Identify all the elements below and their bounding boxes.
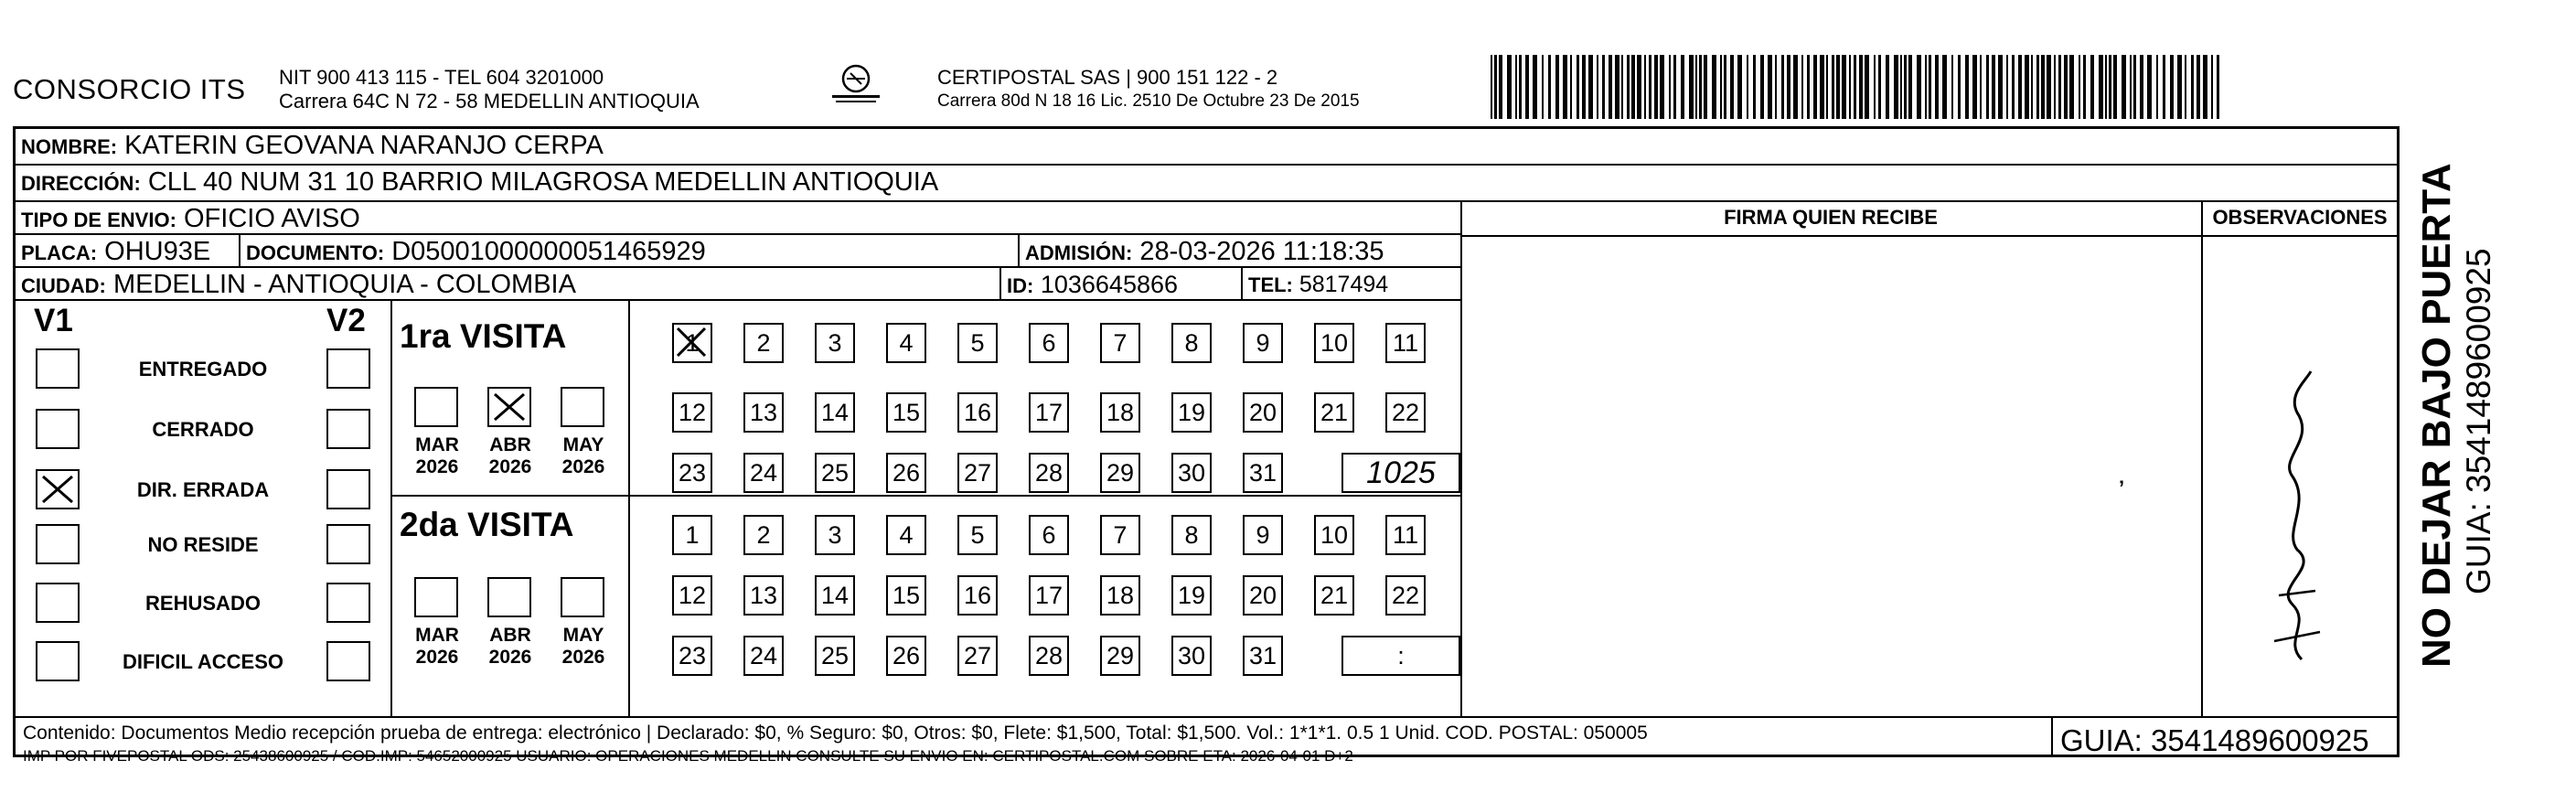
visit2-title: 2da VISITA: [400, 506, 574, 543]
v2-checkbox[interactable]: [326, 524, 370, 564]
day-box[interactable]: 3: [815, 323, 855, 363]
day-box[interactable]: 22: [1385, 575, 1426, 616]
day-box[interactable]: 28: [1029, 636, 1069, 676]
tipo-label: TIPO DE ENVIO:: [21, 209, 176, 231]
nombre-value: KATERIN GEOVANA NARANJO CERPA: [124, 131, 604, 160]
v1-checkbox[interactable]: [36, 524, 80, 564]
day-box[interactable]: 24: [743, 636, 784, 676]
day-box[interactable]: 12: [672, 575, 712, 616]
month-checkbox[interactable]: [487, 387, 531, 427]
footer-contenido: Contenido: Documentos Medio recepción prueba de entrega: electrónico | Declarado: $0, % Seguro: $0, Otros: $0, Flete: $1,500, Total: $1,500. Vol.: 1*1*1. 0.5 1 Unid. COD. POSTAL: 050005: [23, 723, 1648, 744]
day-box[interactable]: 3: [815, 515, 855, 555]
documento-cell: [246, 235, 706, 270]
side-guia-text: GUIA: 3541489600925: [2460, 248, 2497, 594]
tel-label: TEL:: [1248, 273, 1293, 296]
day-box[interactable]: 29: [1100, 636, 1140, 676]
stray-mark: ’: [2119, 476, 2125, 499]
day-box[interactable]: 18: [1100, 392, 1140, 433]
footer-guia: GUIA: 3541489600925: [2060, 723, 2369, 757]
day-box[interactable]: 23: [672, 453, 712, 493]
row-direccion: [16, 166, 2397, 202]
month-label: [478, 625, 542, 669]
day-box[interactable]: 19: [1171, 392, 1212, 433]
v2-checkbox[interactable]: [326, 348, 370, 389]
status-label: NO RESIDE: [147, 533, 259, 556]
day-box[interactable]: 10: [1314, 515, 1354, 555]
id-cell: [1007, 268, 1178, 303]
day-box[interactable]: 15: [886, 575, 926, 616]
id-label: ID:: [1007, 274, 1034, 297]
no-dejar-text: NO DEJAR BAJO PUERTA: [2414, 163, 2459, 668]
documento-value: D05001000000051465929: [391, 237, 706, 266]
month-name: ABR: [489, 625, 531, 646]
day-box[interactable]: 14: [815, 392, 855, 433]
day-box[interactable]: 5: [957, 323, 998, 363]
day-box[interactable]: 26: [886, 453, 926, 493]
row-ciudad: [16, 268, 1460, 301]
day-box[interactable]: 24: [743, 453, 784, 493]
day-box[interactable]: 27: [957, 453, 998, 493]
month-name: MAR: [415, 625, 459, 646]
direccion-label: DIRECCIÓN:: [21, 172, 141, 195]
month-checkbox[interactable]: [414, 387, 458, 427]
footer-imp: IMP POR FIVEPOSTAL ODS: 25438600925 / COD.IMP: 54652000925 USUARIO: OPERACIONES MEDELLIN CONSULTE SU ENVIO EN: CERTIPOSTAL.COM SOBRE ETA: 2026-04-01 D+2: [23, 747, 1353, 765]
day-box[interactable]: 2: [743, 323, 784, 363]
day-box[interactable]: 21: [1314, 392, 1354, 433]
status-label: DIFICIL ACCESO: [122, 650, 283, 673]
v1-checkbox[interactable]: [36, 348, 80, 389]
day-box[interactable]: 11: [1385, 515, 1426, 555]
day-box[interactable]: 4: [886, 515, 926, 555]
v2-checkbox[interactable]: [326, 641, 370, 681]
status-label: ENTREGADO: [138, 358, 268, 380]
month-name: MAR: [415, 434, 459, 455]
day-box[interactable]: 31: [1243, 636, 1283, 676]
day-box[interactable]: 20: [1243, 392, 1283, 433]
certipostal-info: [937, 66, 1360, 113]
month-checkbox[interactable]: [561, 577, 604, 617]
day-box[interactable]: 12: [672, 392, 712, 433]
month-checkbox[interactable]: [487, 577, 531, 617]
day-box[interactable]: 2: [743, 515, 784, 555]
day-box[interactable]: 28: [1029, 453, 1069, 493]
month-year: 2026: [488, 456, 532, 477]
month-checkbox[interactable]: [414, 577, 458, 617]
handwritten-signature: [2247, 367, 2338, 673]
day-box[interactable]: 4: [886, 323, 926, 363]
month-checkbox[interactable]: [561, 387, 604, 427]
day-box[interactable]: 11: [1385, 323, 1426, 363]
ciudad-label: CIUDAD:: [21, 274, 106, 297]
tel-value: 5817494: [1299, 272, 1389, 297]
nombre-label: NOMBRE:: [21, 135, 118, 158]
day-box[interactable]: 16: [957, 575, 998, 616]
day-box[interactable]: 7: [1100, 323, 1140, 363]
barcode: [1491, 55, 2222, 119]
firma-label: FIRMA QUIEN RECIBE: [1724, 206, 1938, 229]
month-label: [478, 434, 542, 478]
certipostal-name: CERTIPOSTAL SAS | 900 151 122 - 2: [937, 66, 1278, 89]
id-value: 1036645866: [1040, 271, 1179, 298]
month-year: 2026: [415, 456, 459, 477]
month-label: [551, 434, 615, 478]
placa-value: OHU93E: [104, 237, 211, 266]
day-box[interactable]: 1: [672, 515, 712, 555]
company-name: CONSORCIO ITS: [13, 73, 246, 105]
day-box[interactable]: 14: [815, 575, 855, 616]
day-box[interactable]: 19: [1171, 575, 1212, 616]
v2-checkbox[interactable]: [326, 469, 370, 509]
day-box[interactable]: 6: [1029, 515, 1069, 555]
month-year: 2026: [561, 647, 605, 668]
placa-label: PLACA:: [21, 241, 98, 264]
day-box[interactable]: 10: [1314, 323, 1354, 363]
month-label: [405, 434, 469, 478]
day-box[interactable]: 15: [886, 392, 926, 433]
day-box[interactable]: 30: [1171, 453, 1212, 493]
day-box[interactable]: 21: [1314, 575, 1354, 616]
status-label: REHUSADO: [145, 592, 261, 615]
certipostal-address: Carrera 80d N 18 16 Lic. 2510 De Octubre 23 De 2015: [937, 91, 1360, 111]
day-box[interactable]: 27: [957, 636, 998, 676]
time-placeholder[interactable]: :: [1341, 636, 1460, 676]
company-info: [279, 66, 700, 113]
admision-label: ADMISIÓN:: [1025, 241, 1133, 264]
row-nombre: [16, 129, 2397, 166]
time-handwritten[interactable]: 1025: [1341, 453, 1460, 493]
tel-cell: [1248, 268, 1388, 302]
day-box[interactable]: 29: [1100, 453, 1140, 493]
v1-checkbox[interactable]: [36, 583, 80, 623]
v2-header: V2: [326, 303, 366, 338]
ciudad-value: MEDELLIN - ANTIOQUIA - COLOMBIA: [112, 270, 576, 299]
day-box[interactable]: 9: [1243, 515, 1283, 555]
month-label: [405, 625, 469, 669]
day-box[interactable]: 17: [1029, 575, 1069, 616]
day-box[interactable]: 9: [1243, 323, 1283, 363]
day-box[interactable]: 7: [1100, 515, 1140, 555]
status-label: DIR. ERRADA: [136, 478, 270, 501]
footer-text: [23, 722, 1648, 767]
day-box[interactable]: 17: [1029, 392, 1069, 433]
day-box[interactable]: 25: [815, 453, 855, 493]
day-box[interactable]: 23: [672, 636, 712, 676]
day-box[interactable]: 20: [1243, 575, 1283, 616]
month-year: 2026: [488, 647, 532, 668]
row-tipo: [16, 202, 1460, 235]
admision-value: 28-03-2026 11:18:35: [1139, 237, 1384, 266]
day-box[interactable]: 1: [672, 323, 712, 363]
day-box[interactable]: 13: [743, 575, 784, 616]
visit1-title: 1ra VISITA: [400, 317, 567, 355]
company-nit: NIT 900 413 115 - TEL 604 3201000: [279, 66, 604, 89]
v1-checkbox[interactable]: [36, 469, 80, 509]
day-box[interactable]: 16: [957, 392, 998, 433]
delivery-form: [13, 126, 2400, 765]
tipo-value: OFICIO AVISO: [183, 204, 360, 233]
day-box[interactable]: 31: [1243, 453, 1283, 493]
day-box[interactable]: 18: [1100, 575, 1140, 616]
month-name: MAY: [562, 434, 604, 455]
day-box[interactable]: 26: [886, 636, 926, 676]
day-box[interactable]: 30: [1171, 636, 1212, 676]
day-box[interactable]: 25: [815, 636, 855, 676]
v1-checkbox[interactable]: [36, 409, 80, 449]
month-year: 2026: [415, 647, 459, 668]
v2-checkbox[interactable]: [326, 409, 370, 449]
day-check-mark: [672, 323, 711, 366]
day-box[interactable]: 13: [743, 392, 784, 433]
v1-checkbox[interactable]: [36, 641, 80, 681]
day-box[interactable]: 6: [1029, 323, 1069, 363]
v2-checkbox[interactable]: [326, 583, 370, 623]
certipostal-logo: [823, 62, 887, 112]
documento-label: DOCUMENTO:: [246, 241, 385, 264]
day-box[interactable]: 22: [1385, 392, 1426, 433]
v1-header: V1: [34, 303, 73, 338]
admision-cell: [1025, 235, 1384, 270]
day-box[interactable]: 8: [1171, 515, 1212, 555]
observaciones-label: OBSERVACIONES: [2212, 206, 2388, 229]
month-name: ABR: [489, 434, 531, 455]
month-name: MAY: [562, 625, 604, 646]
month-year: 2026: [561, 456, 605, 477]
status-label: CERRADO: [152, 418, 254, 441]
company-address: Carrera 64C N 72 - 58 MEDELLIN ANTIOQUIA: [279, 90, 700, 112]
direccion-value: CLL 40 NUM 31 10 BARRIO MILAGROSA MEDELLIN ANTIOQUIA: [147, 167, 939, 197]
day-box[interactable]: 8: [1171, 323, 1212, 363]
month-label: [551, 625, 615, 669]
day-box[interactable]: 5: [957, 515, 998, 555]
